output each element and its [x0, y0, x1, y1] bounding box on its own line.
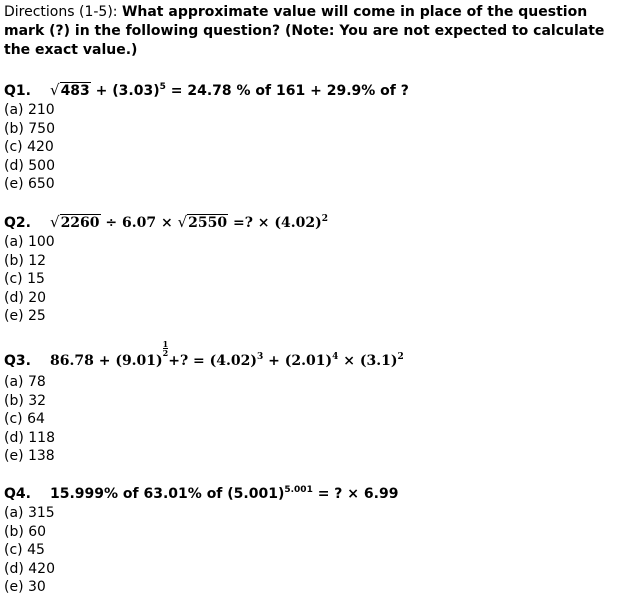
- question-4-part-1: 15.999% of 63.01% of (5.001): [50, 485, 285, 502]
- question-2-statement: [4, 213, 630, 233]
- question-1-plus: + (3.03): [90, 83, 160, 99]
- option-b: (b) 12: [4, 252, 47, 269]
- option-b: (b) 750: [4, 120, 55, 137]
- question-3-exponent-4: 2: [397, 351, 404, 362]
- question-1-radicand: 483: [60, 83, 90, 99]
- question-3-part-4: × (3.1): [338, 352, 398, 369]
- question-2-rest: =? × (4.02): [228, 214, 322, 231]
- option-a: (a) 315: [4, 504, 55, 521]
- question-2-exponent: 2: [321, 213, 329, 224]
- option-a: (a) 210: [4, 102, 55, 118]
- directions-label: Directions (1-5):: [4, 4, 122, 20]
- option-a: (a) 100: [4, 233, 55, 250]
- option-b: (b) 32: [4, 392, 47, 409]
- option-d: (d) 420: [4, 560, 55, 577]
- question-2-number: Q2.: [4, 214, 31, 231]
- question-3-statement: [4, 340, 630, 373]
- option-e: (e) 30: [4, 579, 46, 596]
- question-4-rest: = ? × 6.99: [312, 485, 399, 502]
- question-1-exponent: 5: [159, 82, 166, 92]
- question-3-exponent-3: 4: [332, 351, 339, 362]
- option-b: (b) 60: [4, 523, 47, 540]
- option-c: (c) 45: [4, 542, 45, 559]
- option-e: (e) 650: [4, 176, 55, 193]
- directions-paragraph: [4, 3, 630, 60]
- question-4-number: Q4.: [4, 485, 31, 502]
- option-c: (c) 420: [4, 139, 54, 156]
- question-2-middle: ÷ 6.07 ×: [100, 214, 178, 231]
- question-3-part-2: +? = (4.02): [168, 352, 258, 369]
- question-2: [4, 213, 630, 326]
- option-c: (c) 15: [4, 271, 45, 288]
- question-1: [4, 81, 630, 194]
- option-d: (d) 118: [4, 429, 55, 446]
- directions-text: What approximate value will come in place of the question mark (?) in the following question? (Note: You are not expected to calculate the exact value.): [4, 4, 605, 58]
- question-3: [4, 340, 630, 466]
- question-3-part-1: 86.78 + (9.01): [50, 352, 163, 369]
- fraction-numerator: 1: [162, 338, 169, 349]
- question-1-number: Q1.: [4, 83, 31, 99]
- option-e: (e) 25: [4, 308, 46, 325]
- sqrt-symbol: √483: [50, 81, 90, 99]
- option-e: (e) 138: [4, 448, 55, 465]
- question-3-number: Q3.: [4, 352, 31, 369]
- option-a: (a) 78: [4, 373, 46, 390]
- sqrt-symbol: √2550: [177, 212, 228, 231]
- question-1-rest: = 24.78 % of 161 + 29.9% of ?: [165, 83, 409, 99]
- option-d: (d) 500: [4, 157, 55, 174]
- question-1-statement: [4, 81, 630, 101]
- question-2-radicand-1: 2260: [60, 214, 100, 231]
- question-3-part-3: + (2.01): [263, 352, 333, 369]
- question-3-exponent-2: 3: [257, 351, 264, 362]
- question-4: [4, 485, 630, 597]
- option-c: (c) 64: [4, 411, 45, 428]
- option-d: (d) 20: [4, 289, 47, 306]
- sqrt-symbol: √2260: [50, 212, 100, 231]
- question-document: [4, 3, 630, 616]
- question-4-statement: [4, 485, 630, 504]
- question-4-exponent: 5.001: [284, 484, 313, 495]
- question-2-radicand-2: 2550: [188, 214, 228, 231]
- fraction-denominator: 2: [162, 347, 169, 358]
